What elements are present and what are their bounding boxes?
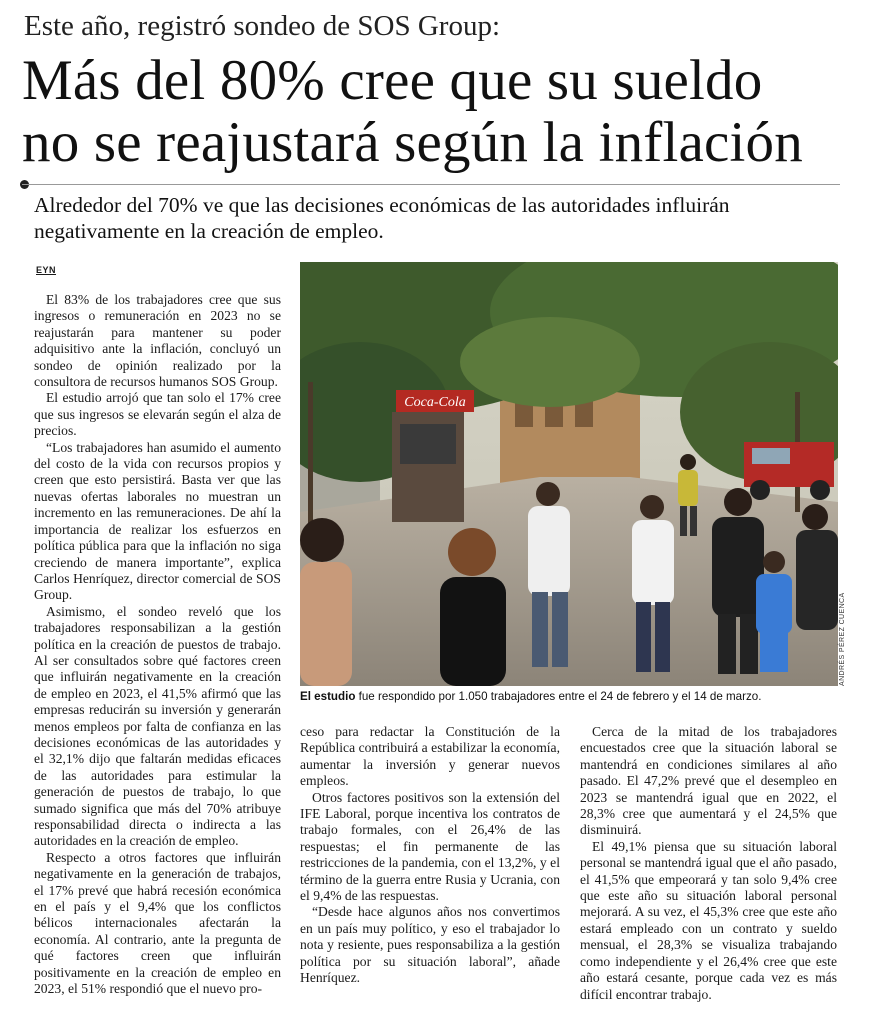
headline [22,50,862,174]
body-column-3 [580,724,837,1003]
kicker: Este año, registró sondeo de SOS Group: [24,10,501,42]
paragraph: El estudio arrojó que tan solo el 17% cree que sus ingresos se elevarán según el alza de precios. [34,390,281,439]
byline: EYN [36,265,57,275]
street-photo [300,262,838,686]
coca-cola-sign: Coca-Cola [404,395,466,410]
body-column-1 [34,292,281,997]
paragraph: El 83% de los trabajadores cree que sus ingresos o remuneración en 2023 no se reajustarán para mantener su poder adquisitivo ante la inflación, concluyó un sondeo de opinión realizado por la consultora de recursos humanos SOS Group. [34,292,281,390]
caption-lead: El estudio [300,690,356,703]
paragraph: Cerca de la mitad de los trabajadores encuestados cree que la situación laboral se mantendrá en condiciones similares al año pasado. El 47,2% prevé que el desempleo en 2023 se mantendrá igual que en 2022, el 28,3% cree que aumentará y el 24,5% que disminuirá. [580,724,837,838]
paragraph: “Desde hace algunos años nos convertimos en un país muy político, y eso el trabajador lo nota y resiente, pues responsabiliza a la gestión política por su situación laboral”, añade Henríquez. [300,904,560,986]
headline-rule [22,184,840,185]
paragraph: Otros factores positivos son la extensión del IFE Laboral, porque incentiva los contratos de trabajo formales, con el 26,4% de las respuestas; el fin permanente de las restricciones de la pandemia, con el 13,2%, y el término de la guerra entre Rusia y Ucrania, con el 9,4% de las respuestas. [300,789,560,904]
headline-line-1: Más del 80% cree que su sueldo [22,49,763,112]
body-column-2 [300,724,560,987]
photo-credit: ANDRÉS PÉREZ CUENCA [839,592,846,686]
headline-line-2: no se reajustará según la inflación [22,111,803,174]
paragraph: El 49,1% piensa que su situación laboral personal se mantendrá igual que el año pasado, el 41,5% que empeorará y tan solo 9,4% cree que este año su situación laboral personal mejorará. A su vez, el 45,3% cree que este año estará empleado con un contrato y sueldo mensual, el 28,3% se visualiza trabajando como independiente y el 26,4% cree que este año estará cesante, porque cada vez es más difícil encontrar trabajo. [580,838,837,1002]
paragraph: Respecto a otros factores que influirán negativamente en la generación de trabajos, el 17% prevé que habrá recesión económica en el país y el 9,4% que los conflictos bélicos internacionales afectarán la economía. Al contrario, ante la pregunta de qué factores creen que influirán positivamente en la creación de empleo en 2023, el 51% respondió que el nuevo pro- [34,849,281,997]
paragraph: “Los trabajadores han asumido el aumento del costo de la vida con recursos propios y creen que esto persistirá. Basta ver que las nuevas ofertas laborales no muestran un incremento en las remuneraciones. De ahí la importancia de realizar los esfuerzos en política pública para que la inflación no siga creciendo de manera importante”, explica Carlos Henríquez, director comercial de SOS Group. [34,439,281,603]
caption-text: fue respondido por 1.050 trabajadores entre el 24 de febrero y el 14 de marzo. [355,690,762,703]
street-photo-illustration [300,262,838,686]
paragraph: ceso para redactar la Constitución de la República contribuirá a estabilizar la economía, aumentar la inversión y generar nuevos empleos. [300,724,560,789]
photo-caption [300,690,840,703]
deck: Alrededor del 70% ve que las decisiones económicas de las autoridades influirán negativamente en la creación de empleo. [34,193,730,243]
paragraph: Asimismo, el sondeo reveló que los trabajadores responsabilizan a la gestión política en la creación de puestos de trabajo. Al ser consultados sobre qué factores creen que influirán negativamente en la creación de empleo en 2023, el 41,5% afirmó que las empresas reducirán su inversión y generarán menos empleos por falta de confianza en las decisiones económicas de las autoridades y el 32,1% dijo que faltarán medidas eficaces de las autoridades para estimular la generación de puestos de trabajo, lo que sumado significa que más del 70% atribuye responsabilidad directa o indirecta a las autoridades en la creación de empleo. [34,603,281,849]
